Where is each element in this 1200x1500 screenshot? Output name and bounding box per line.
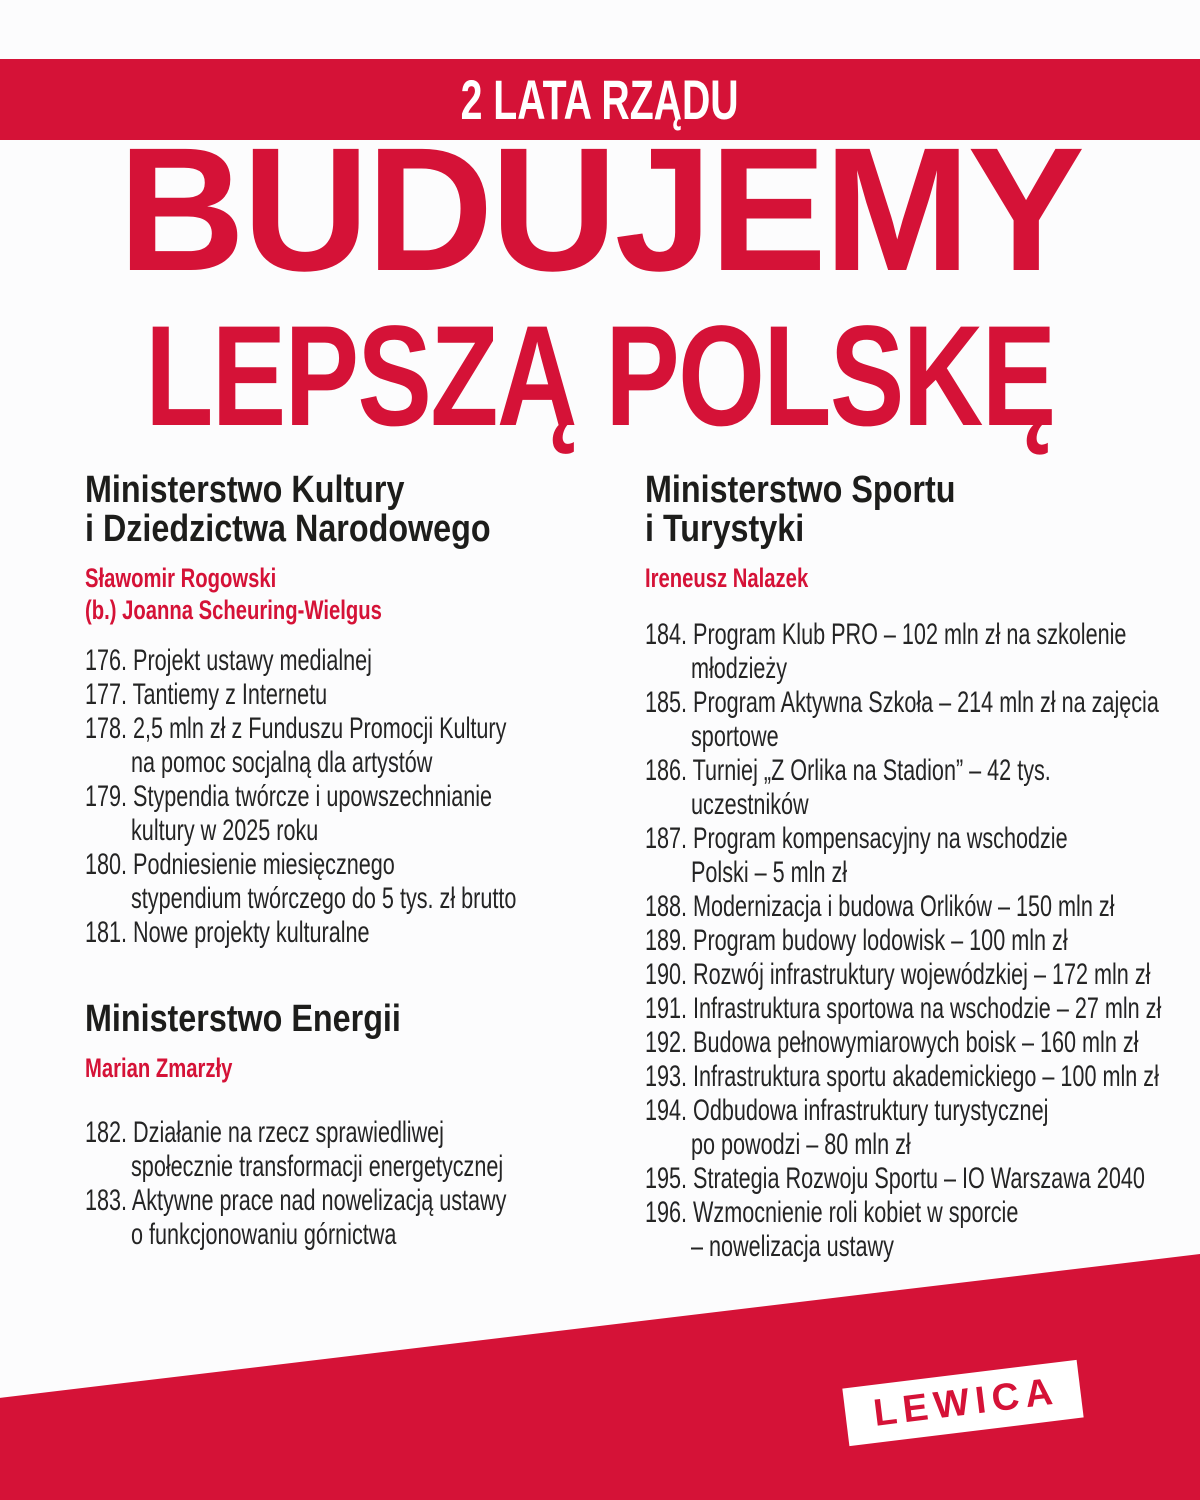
list-item [645, 686, 1200, 754]
list-item [645, 754, 1200, 822]
item-line: młodzieży [691, 652, 788, 685]
item-line: Polski – 5 mln zł [691, 856, 848, 889]
list-item [645, 1196, 1200, 1264]
main-title-line2 [0, 297, 1200, 456]
list-item [645, 958, 1200, 992]
column-left [85, 471, 650, 1252]
section-heading-line: i Dziedzictwa Narodowego [85, 508, 491, 550]
item-line: 177. Tantiemy z Internetu [85, 678, 328, 711]
item-line: 182. Działanie na rzecz sprawiedliwej [85, 1116, 444, 1149]
item-line: 181. Nowe projekty kulturalne [85, 916, 370, 949]
section-heading-line: Ministerstwo Energii [85, 998, 401, 1040]
item-line: kultury w 2025 roku [131, 814, 319, 847]
item-line: 179. Stypendia twórcze i upowszechnianie [85, 780, 493, 813]
achievement-list [645, 618, 1200, 1264]
item-line: 196. Wzmocnienie roli kobiet w sporcie [645, 1196, 1019, 1229]
item-line: sportowe [691, 720, 779, 753]
list-item [85, 644, 650, 678]
item-line: 178. 2,5 mln zł z Funduszu Promocji Kultury [85, 712, 507, 745]
main-title-line2-text: LEPSZĄ POLSKĘ [145, 297, 1055, 456]
item-line: 186. Turniej „Z Orlika na Stadion” – 42 tys. [645, 754, 1051, 787]
banner-label: 2 LATA RZĄDU [460, 67, 739, 131]
minister-names [645, 562, 1200, 594]
list-item [85, 678, 650, 712]
item-line: 188. Modernizacja i budowa Orlików – 150 mln zł [645, 890, 1115, 923]
lewica-logo-label: LEWICA [871, 1370, 1061, 1435]
item-line: stypendium twórczego do 5 tys. zł brutto [131, 882, 517, 915]
item-line: 190. Rozwój infrastruktury wojewódzkiej – 172 mln zł [645, 958, 1151, 991]
minister-names [85, 1052, 650, 1084]
minister-name: (b.) Joanna Scheuring-Wielgus [85, 595, 382, 625]
list-item [645, 992, 1200, 1026]
main-title-line1 [0, 112, 1200, 308]
item-line: 184. Program Klub PRO – 102 mln zł na szkolenie [645, 618, 1127, 651]
item-line: 189. Program budowy lodowisk – 100 mln zł [645, 924, 1068, 957]
item-line: 187. Program kompensacyjny na wschodzie [645, 822, 1068, 855]
column-right [645, 471, 1200, 1264]
list-item [645, 618, 1200, 686]
list-item [85, 780, 650, 848]
main-title-line1-text: BUDUJEMY [118, 112, 1082, 308]
list-item [85, 916, 650, 950]
item-line: 195. Strategia Rozwoju Sportu – IO Warszawa 2040 [645, 1162, 1145, 1195]
item-line: 193. Infrastruktura sportu akademickiego – 100 mln zł [645, 1060, 1159, 1093]
list-item [645, 924, 1200, 958]
item-line: 176. Projekt ustawy medialnej [85, 644, 372, 677]
list-item [85, 1116, 650, 1184]
list-item [645, 822, 1200, 890]
section-ministerstwo-sportu [645, 471, 1200, 1264]
minister-name: Marian Zmarzły [85, 1053, 233, 1083]
item-line: 183. Aktywne prace nad nowelizacją ustawy [85, 1184, 507, 1217]
achievement-list [85, 644, 650, 950]
list-item [85, 712, 650, 780]
item-line: – nowelizacja ustawy [691, 1230, 894, 1263]
achievement-list [85, 1116, 650, 1252]
list-item [645, 1026, 1200, 1060]
item-line: 185. Program Aktywna Szkoła – 214 mln zł na zajęcia [645, 686, 1159, 719]
section-heading [85, 1000, 650, 1039]
minister-names [85, 562, 650, 626]
item-line: społecznie transformacji energetycznej [131, 1150, 504, 1183]
item-line: na pomoc socjalną dla artystów [131, 746, 433, 779]
list-item [645, 1094, 1200, 1162]
section-heading-line: Ministerstwo Kultury [85, 469, 405, 511]
list-item [85, 1184, 650, 1252]
minister-name: Sławomir Rogowski [85, 563, 277, 593]
section-heading-line: Ministerstwo Sportu [645, 469, 956, 511]
item-line: 180. Podniesienie miesięcznego [85, 848, 395, 881]
item-line: o funkcjonowaniu górnictwa [131, 1218, 397, 1251]
item-line: 194. Odbudowa infrastruktury turystycznej [645, 1094, 1049, 1127]
list-item [645, 1162, 1200, 1196]
item-line: uczestników [691, 788, 809, 821]
list-item [85, 848, 650, 916]
section-ministerstwo-energii [85, 1000, 650, 1252]
item-line: 192. Budowa pełnowymiarowych boisk – 160 mln zł [645, 1026, 1139, 1059]
item-line: 191. Infrastruktura sportowa na wschodzie – 27 mln zł [645, 992, 1162, 1025]
section-heading-line: i Turystyki [645, 508, 805, 550]
list-item [645, 890, 1200, 924]
section-heading [85, 471, 650, 549]
section-heading [645, 471, 1200, 549]
list-item [645, 1060, 1200, 1094]
minister-name: Ireneusz Nalazek [645, 563, 809, 593]
item-line: po powodzi – 80 mln zł [691, 1128, 911, 1161]
section-ministerstwo-kultury [85, 471, 650, 950]
